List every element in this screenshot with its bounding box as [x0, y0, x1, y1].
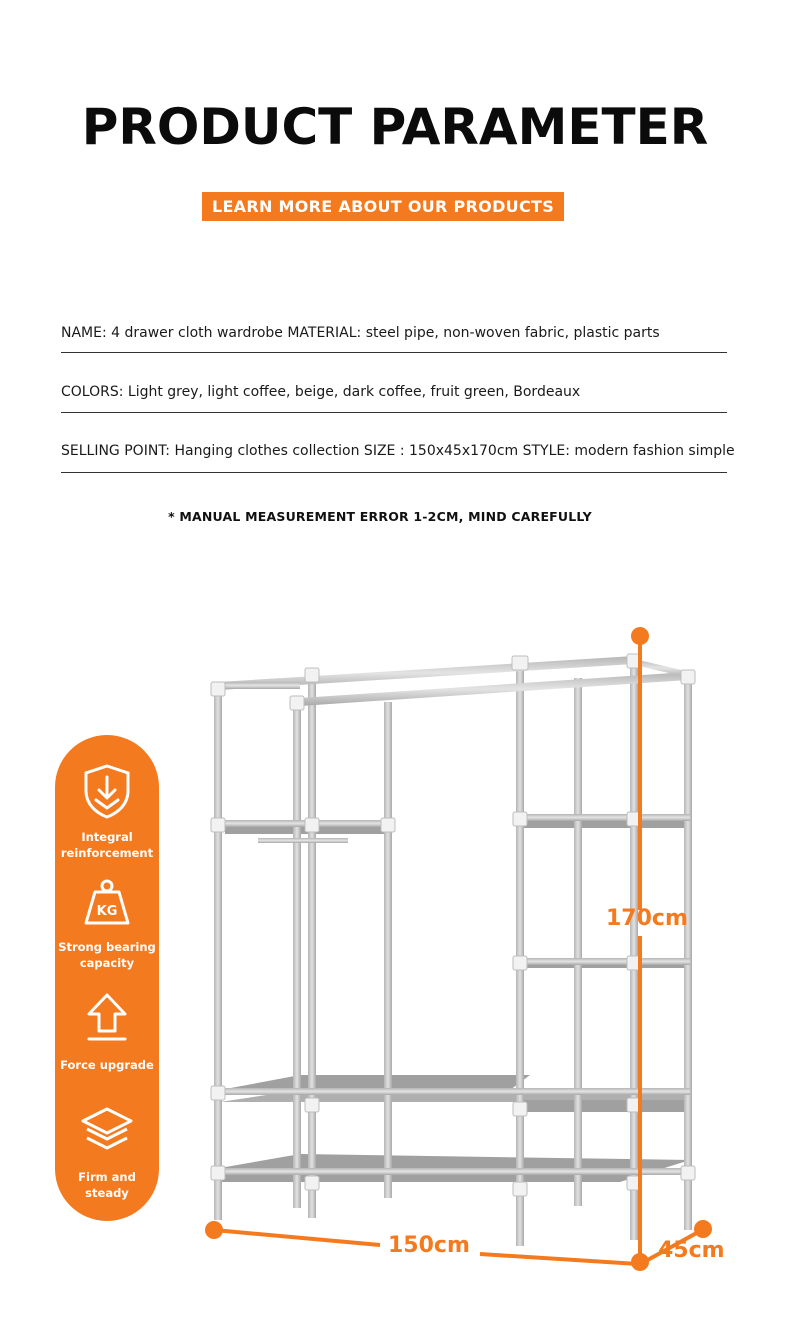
svg-text:KG: KG: [96, 904, 118, 919]
depth-dimension: 45cm: [658, 1238, 725, 1263]
width-dimension: 150cm: [388, 1233, 470, 1258]
divider: [61, 472, 727, 473]
wardrobe-illustration: [200, 620, 720, 1280]
subtitle-banner: LEARN MORE ABOUT OUR PRODUCTS: [202, 192, 564, 221]
feature-integral-reinforcement: [55, 763, 159, 861]
feature-label: capacity: [79, 956, 135, 970]
feature-strong-bearing: [55, 877, 159, 971]
features-panel: [55, 735, 159, 1221]
layers-icon: [79, 1105, 135, 1157]
divider: [61, 412, 727, 413]
param-row-colors: COLORS: Light grey, light coffee, beige, dark coffee, fruit green, Bordeaux: [61, 384, 581, 400]
divider: [61, 352, 727, 353]
arrow-up-icon: [81, 991, 133, 1043]
feature-label: Integral: [81, 830, 133, 844]
feature-firm-steady: [55, 1105, 159, 1201]
height-dimension: 170cm: [606, 906, 688, 931]
feature-label: Firm and steady: [78, 1170, 136, 1200]
param-row-name-material: NAME: 4 drawer cloth wardrobe MATERIAL: steel pipe, non-woven fabric, plastic parts: [61, 325, 660, 341]
measurement-note: * MANUAL MEASUREMENT ERROR 1-2CM, MIND CAREFULLY: [168, 509, 592, 524]
feature-label: Strong bearing: [58, 940, 156, 954]
kg-weight-icon: [81, 877, 133, 927]
shield-down-icon: [81, 763, 133, 819]
feature-label: Force upgrade: [60, 1058, 154, 1072]
feature-label: reinforcement: [60, 846, 154, 860]
page-title: PRODUCT PARAMETER: [81, 98, 709, 156]
feature-force-upgrade: [55, 991, 159, 1073]
param-row-selling-point: SELLING POINT: Hanging clothes collection SIZE : 150x45x170cm STYLE: modern fashion simple: [61, 443, 735, 459]
